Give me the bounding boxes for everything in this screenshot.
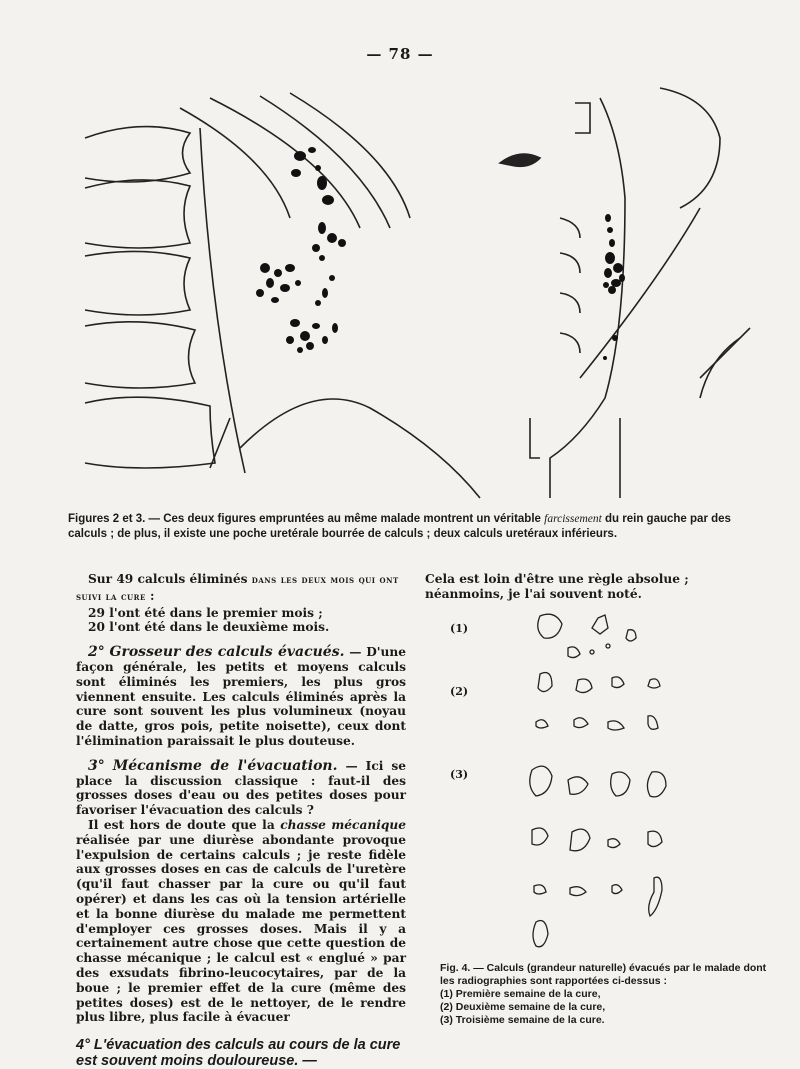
stone-3d (647, 772, 666, 797)
intro-smallcaps: dans les deux mois qui ont suivi la cure (76, 575, 399, 603)
stone-2f (574, 718, 588, 728)
stone-3h (648, 831, 662, 846)
radiograph-drawings (60, 78, 760, 508)
caption-suffix: du rein gauche par des calculs ; de plus, il existe une poche uretérale bourrée de calculs ; deux calculs uretéraux inférieurs. (68, 513, 731, 540)
stone-3m (533, 921, 548, 947)
left-column (76, 572, 406, 1069)
stone-3i (534, 885, 546, 894)
page-number: — 78 — (366, 45, 434, 63)
s3-p2-italic: chasse mécanique (280, 817, 406, 832)
figure-4-item-2: (2) Deuxième semaine de la cure, (440, 1001, 606, 1013)
stone-3k (612, 885, 622, 894)
section-2 (76, 645, 406, 749)
stone-1c (626, 630, 636, 641)
stone-2g (608, 721, 624, 730)
stone-3f (570, 829, 590, 851)
caption-prefix: Figures 2 et 3. — Ces deux figures empruntées au même malade montrent un véritable (68, 513, 541, 525)
right-intro: Cela est loin d'être une règle absolue ; néanmoins, je l'ai souvent noté. (425, 572, 689, 601)
stone-1f (606, 644, 610, 648)
intro-start: Sur 49 calculs éliminés (88, 572, 248, 586)
stone-3a (530, 766, 552, 796)
stone-3b (568, 777, 588, 794)
stat-line-2: 20 l'ont été dans le deuxième mois. (88, 620, 330, 635)
row-label-1: (1) (450, 622, 469, 635)
section-3-number: 3° (88, 757, 105, 774)
figure-4-caption (440, 962, 770, 1027)
stone-3c (611, 772, 630, 796)
figures-2-3-illustration (60, 78, 760, 508)
figures-2-3-caption (68, 512, 768, 542)
figure-3-drawing (500, 88, 750, 498)
figure-4-item-1: (1) Première semaine de la cure, (440, 988, 601, 1000)
stone-3g (608, 839, 620, 848)
stone-2c (612, 677, 624, 688)
row-label-2: (2) (450, 685, 469, 698)
figure-4-item-3: (3) Troisième semaine de la cure. (440, 1014, 605, 1026)
section-3-text: — Ici se place la discussion classique : faut-il des grosses doses d'eau ou des petites doses pour favoriser l'évacuation des calculs ? (76, 758, 407, 818)
stone-1a (538, 614, 562, 638)
stone-3l (649, 877, 662, 916)
right-column (425, 572, 770, 602)
figure-2-drawing (85, 93, 480, 498)
stone-2d (648, 679, 660, 688)
caption-italic: farcissement (544, 513, 602, 525)
figure-4-calculi-drawings (440, 610, 760, 960)
intro-colon: : (145, 588, 155, 603)
intro-paragraph (76, 572, 406, 606)
stone-2h (648, 716, 658, 730)
stone-2a (538, 673, 552, 692)
stone-3j (570, 887, 586, 896)
section-3-paragraph-2 (76, 818, 406, 1025)
stone-1e (590, 650, 594, 654)
calculi-sketches (440, 610, 760, 960)
stone-2e (536, 720, 548, 728)
stone-2b (576, 679, 592, 693)
row-label-3: (3) (450, 768, 469, 781)
section-2-title: Grosseur des calculs évacués. (109, 644, 345, 661)
section-3 (76, 759, 406, 818)
figure-4-caption-line: Fig. 4. — Calculs (grandeur naturelle) évacués par le malade dont les radiographies sont rapportées ci-dessus : (440, 962, 767, 987)
s3-p2-start: Il est hors de doute que la (88, 817, 275, 832)
stone-1b (592, 615, 608, 634)
stat-line-1: 29 l'ont été dans le premier mois ; (88, 605, 323, 620)
section-2-text: — D'une façon générale, les petits et moyens calculs sont éliminés les premiers, les plus gros viennent ensuite. Les calculs éliminés après la cure sont souvent les plus volumineux (noyau de datte, gros pois, petite noisette), ceux dont l'élimination paraissait le plus douteuse. (76, 645, 406, 748)
section-4-heading: 4° L'évacuation des calculs au cours de la cure est souvent moins douloureuse. — (76, 1037, 401, 1069)
stone-3e (532, 828, 548, 845)
figure-2-calculi (256, 147, 346, 353)
section-3-title: Mécanisme de l'évacuation. (112, 757, 338, 774)
section-2-number: 2° (88, 644, 105, 661)
stone-1d (568, 647, 580, 658)
s3-p2-end: réalisée par une diurèse abondante provoque l'expulsion de certains calculs ; je reste fidèle aux grosses doses en cas de calculs de l'uretère (qu'il faut chasser par la cure ou qu'il faut opérer) et dans les cas où la tension artérielle et la bonne diurèse du malade me permettent d'employer ces grosses doses. Mais il y a certainement autre chose que cette question de chasse mécanique ; le calcul est « englué » par des exsudats fibrino-leucocytaires, par de la boue ; le premier effet de la cure (même des petites doses) est de le nettoyer, de le rendre plus libre, plus facile à évacuer (76, 832, 406, 1025)
